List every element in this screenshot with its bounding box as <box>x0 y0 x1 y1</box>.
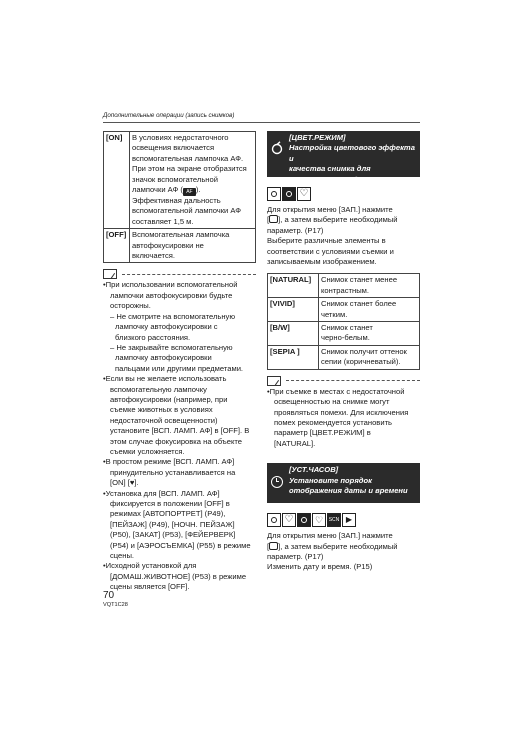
table-row <box>268 322 420 346</box>
note-line: близкого расстояния. <box>115 332 191 342</box>
menu-icon <box>269 215 278 223</box>
note-line: этом случае фокусировка на объекте <box>110 436 242 446</box>
header-rule <box>103 122 420 123</box>
note-line: лампочки автофокусировки будьте <box>110 290 233 300</box>
desc-line: вспомогательной лампочки АФ <box>132 206 241 216</box>
note-line: •В простом режиме [ВСП. ЛАМП. АФ] <box>103 457 235 467</box>
dashed-divider <box>286 380 420 381</box>
table-row <box>104 229 256 263</box>
banner-line: Установите порядок <box>289 475 372 485</box>
desc-line: составляет 1,5 м. <box>132 216 194 226</box>
option-key: [VIVID] <box>268 298 319 322</box>
note-line: •При использовании вспомогательной <box>103 280 238 290</box>
text-line: Для открытия меню [ЗАП.] нажмите <box>267 531 393 541</box>
text-line: Для открытия меню [ЗАП.] нажмите <box>267 205 393 214</box>
option-key: [B/W] <box>268 322 319 346</box>
note-line: режимах [АВТОПОРТРЕТ] (P49), <box>110 509 226 519</box>
heart-mode-icon: ♡ <box>297 187 311 201</box>
simple-mode-icon <box>297 513 311 527</box>
desc-line: освещения включается <box>132 143 215 153</box>
note-list <box>103 280 256 592</box>
text-frag: ], а затем выберите необходимый <box>278 215 398 225</box>
banner-line: качества снимка для <box>289 164 371 174</box>
desc-line: вспомогательная лампочка АФ. <box>132 153 244 163</box>
simple-mode-icon <box>282 187 296 201</box>
desc-line <box>132 185 253 196</box>
note-line: съемке животных в условиях <box>110 405 213 415</box>
option-desc <box>319 298 420 322</box>
note-line: [ДОМАШ.ЖИВОТНОЕ] (P53) в режиме <box>110 571 247 581</box>
option-desc <box>130 229 256 263</box>
af-assist-icon: AF <box>183 188 196 196</box>
banner-text <box>289 133 419 185</box>
text-line <box>267 542 420 552</box>
desc-line: четким. <box>321 309 348 319</box>
banner-title: [УСТ.ЧАСОВ] <box>289 465 339 475</box>
lens-dot <box>271 517 277 523</box>
note-line <box>103 478 256 488</box>
note-text: [ON] [ <box>110 478 130 488</box>
desc-line: Снимок получит оттенок <box>321 346 407 356</box>
scene-mode-icon: SCN <box>327 513 341 527</box>
note-line: съемки усложняется. <box>110 446 185 456</box>
banner-line: записанного изображения <box>289 174 390 184</box>
note-line: [NATURAL]. <box>274 438 316 448</box>
text-line: параметр. (P17) <box>267 551 324 561</box>
note-line: вспомогательную лампочку <box>110 384 207 394</box>
banner-text <box>289 465 419 496</box>
note-line: освещенностью на снимке могут <box>274 397 390 407</box>
desc-line: контрастным. <box>321 285 370 295</box>
color-mode-banner <box>267 131 420 184</box>
left-column <box>103 131 256 593</box>
camera-mode-icon <box>267 187 281 201</box>
desc-line: В условиях недостаточного <box>132 133 229 142</box>
note-line: принудительно устанавливается на <box>110 467 236 477</box>
note-line: пальцами или другими предметами. <box>115 363 244 373</box>
desc-line: Снимок станет более <box>321 299 397 309</box>
desc-line: При этом на экране отобразится <box>132 164 247 174</box>
note-line: проявляться помехи. Для исключения <box>274 407 409 417</box>
lens-dot <box>271 191 277 197</box>
note-line: недостаточной освещенности) <box>110 415 218 425</box>
desc-text: лампочки АФ ( <box>132 185 183 195</box>
note-line: фиксируется в положении [OFF] в <box>110 499 230 508</box>
camera-mode-icon <box>267 513 281 527</box>
color-mode-text <box>267 205 420 267</box>
table-row <box>104 132 256 229</box>
text-line <box>267 215 420 225</box>
text-line: Изменить дату и время. (P15) <box>267 562 373 572</box>
heart-icon: ♥ <box>129 478 135 488</box>
desc-line: значок вспомогательной <box>132 174 218 184</box>
text-line: параметр. (P17) <box>267 225 324 235</box>
option-key: [ON] <box>104 132 130 229</box>
desc-line: Эффективная дальность <box>132 196 221 206</box>
text-line: записываемым изображением. <box>267 257 377 267</box>
note-line: •Исходной установкой для <box>103 561 197 571</box>
clock-text <box>267 531 420 573</box>
note-line: помех рекомендуется установить <box>274 417 393 427</box>
document-code: VQT1C28 <box>103 602 128 608</box>
color-mode-table <box>267 273 420 369</box>
table-row <box>268 345 420 369</box>
clock-banner <box>267 463 420 503</box>
option-key: [OFF] <box>104 229 130 263</box>
note-line: (P50), [ЗАКАТ] (P53), [ФЕЙЕРВЕРК] <box>110 530 236 540</box>
note-line: установите [ВСП. ЛАМП. АФ] в [OFF]. В <box>110 426 250 436</box>
note-line: параметр [ЦВЕТ.РЕЖИМ] в <box>274 428 371 438</box>
note-line: автофокусировки (например, при <box>110 394 228 404</box>
lens-dot <box>301 517 307 523</box>
desc-line: Снимок станет <box>321 323 373 333</box>
banner-line: Настройка цветового эффекта и <box>289 143 415 163</box>
note-line: •Установка для [ВСП. ЛАМП. АФ] <box>103 488 220 498</box>
text-frag: ], а затем выберите необходимый <box>278 541 398 551</box>
option-desc <box>319 345 420 369</box>
mode-icons <box>267 187 420 201</box>
note-icon <box>103 269 117 279</box>
table-row <box>268 298 420 322</box>
clock-icon <box>271 476 283 488</box>
note-line: (P54) и [АЭРОСЪЕМКА] (P55) в режиме <box>110 540 251 550</box>
menu-icon <box>269 542 278 550</box>
color-note <box>267 387 420 449</box>
note-line: •Если вы не желаете использовать <box>103 374 227 384</box>
section-header: Дополнительные операции (запись снимков) <box>103 112 235 119</box>
banner-title: [ЦВЕТ.РЕЖИМ] <box>289 133 346 142</box>
option-key: [SEPIA ] <box>268 345 319 369</box>
note-line: лампочку автофокусировки <box>115 353 212 363</box>
note-icon <box>267 376 281 386</box>
desc-text: ). <box>195 185 201 195</box>
note-line: сцены является [OFF]. <box>110 582 190 592</box>
note-text: ]. <box>134 478 139 488</box>
option-desc <box>319 274 420 298</box>
note-line: [ПЕЙЗАЖ] (P49), [НОЧН. ПЕЙЗАЖ] <box>110 519 235 529</box>
right-column <box>267 131 420 573</box>
lens-dot <box>286 191 292 197</box>
text-frag: [ <box>267 541 270 551</box>
desc-line: Снимок станет менее <box>321 275 398 285</box>
option-key: [NATURAL] <box>268 274 319 298</box>
scene-mode-icon: ♡ <box>312 513 326 527</box>
mode-icons <box>267 513 420 527</box>
heart-mode-icon: ♡ <box>282 513 296 527</box>
note-header <box>267 376 420 386</box>
note-line: •При съемке в местах с недостаточной <box>267 386 405 396</box>
note-line: – Не смотрите на вспомогательную <box>110 311 236 321</box>
desc-line: автофокусировки не <box>132 240 204 250</box>
text-line: Выберите различные элементы в <box>267 236 386 246</box>
text-line: соответствии с условиями съемки и <box>267 246 394 256</box>
note-line: – Не закрывайте вспомогательную <box>110 342 233 352</box>
color-mode-icon <box>270 141 284 155</box>
note-line: осторожны. <box>110 301 151 311</box>
playback-mode-icon: ▶ <box>342 513 356 527</box>
desc-line: сепии (коричневатый). <box>321 357 401 367</box>
option-desc <box>319 322 420 346</box>
af-assist-table <box>103 131 256 263</box>
table-row <box>268 274 420 298</box>
desc-line: черно-белым. <box>321 333 370 343</box>
desc-line: Вспомогательная лампочка <box>132 230 230 240</box>
desc-line: включается. <box>132 251 175 261</box>
text-frag: [ <box>267 215 270 225</box>
dashed-divider <box>122 274 256 275</box>
option-desc <box>130 132 256 229</box>
page-number: 70 <box>103 590 115 601</box>
note-line: сцены. <box>110 551 135 561</box>
banner-line: отображения даты и времени <box>289 485 408 495</box>
note-line: лампочку автофокусировки с <box>115 322 218 332</box>
note-header <box>103 269 256 279</box>
